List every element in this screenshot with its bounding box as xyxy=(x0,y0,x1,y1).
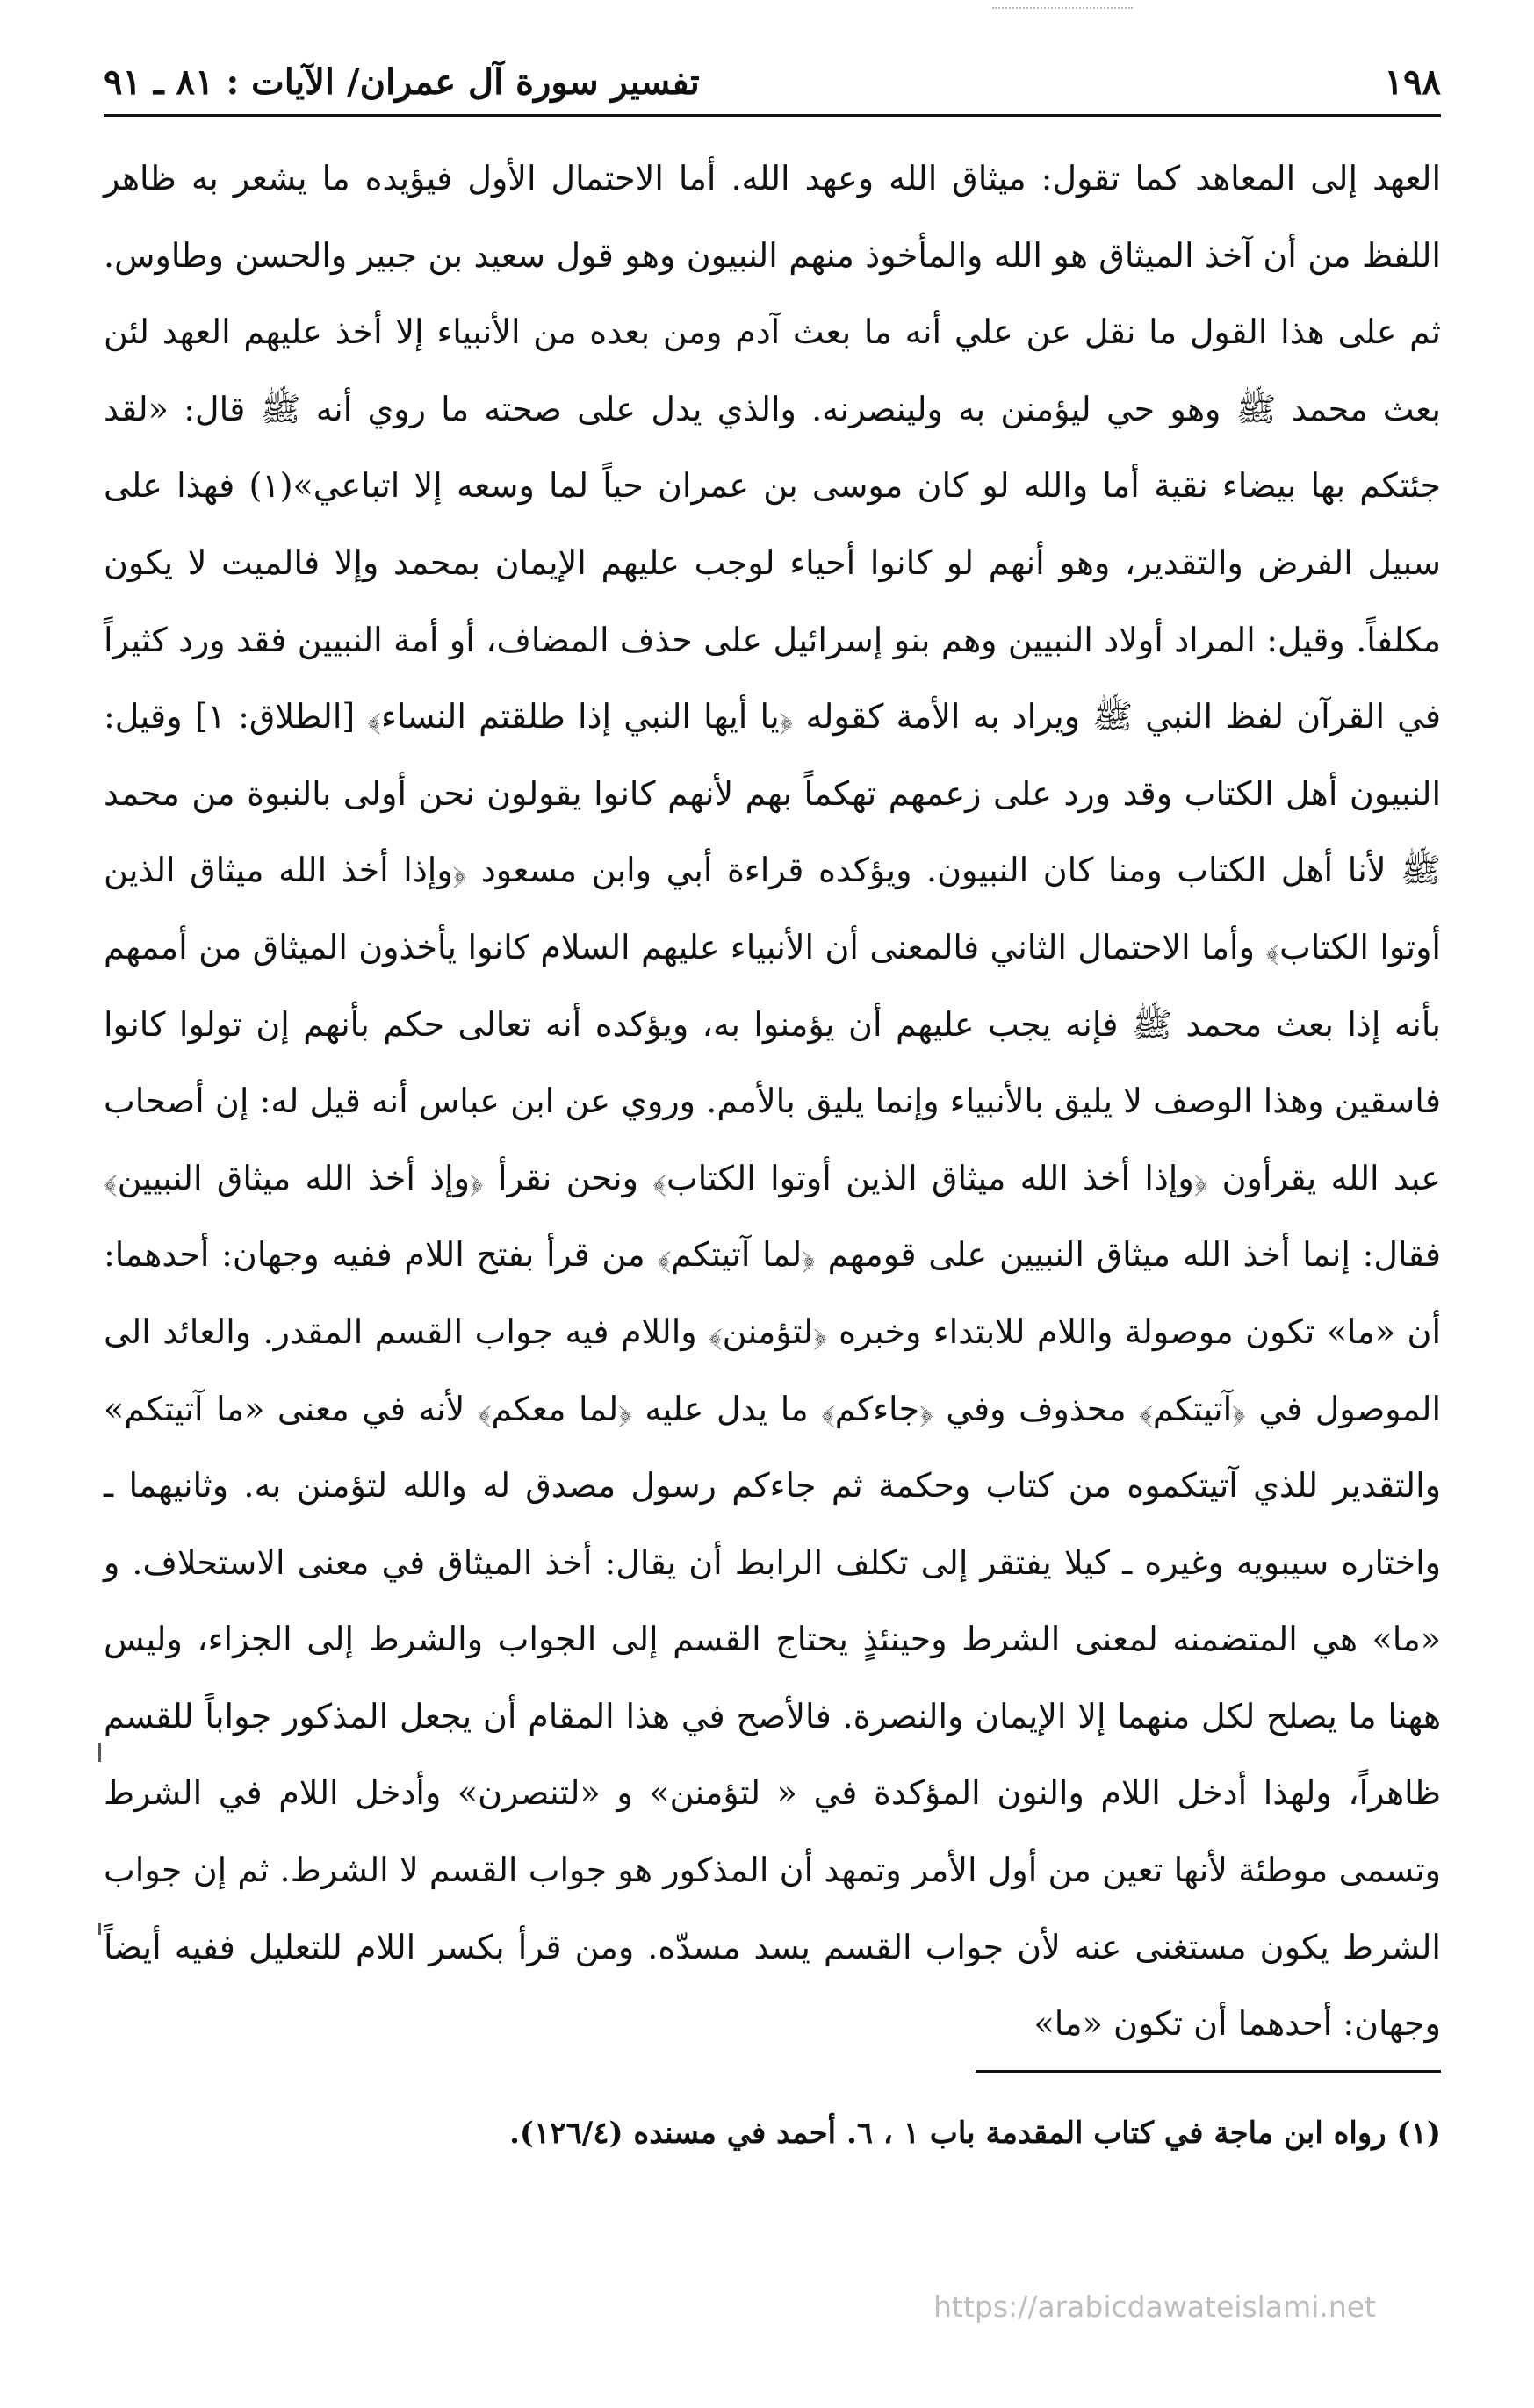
margin-mark xyxy=(98,1743,101,1762)
body-paragraph: العهد إلى المعاهد كما تقول: ميثاق الله وعهد الله. أما الاحتمال الأول فيؤيده ما يشعر به ظاهر اللفظ من أن آخذ الميثاق هو الله والمأخوذ منهم النبيون وهو قول سعيد بن جبير والحسن وطاوس. ثم على هذا القول ما نقل عن علي أنه ما بعث آدم ومن بعده من الأنبياء إلا أخذ عليهم العهد لئن بعث محمد ﷺ وهو حي ليؤمنن به ولينصرنه. والذي يدل على صحته ما روي أنه ﷺ قال: «لقد جئتكم بها بيضاء نقية أما والله لو كان موسى بن عمران حياً لما وسعه إلا اتباعي»(١) فهذا على سبيل الفرض والتقدير، وهو أنهم لو كانوا أحياء لوجب عليهم الإيمان بمحمد وإلا فالميت لا يكون مكلفاً. وقيل: المراد أولاد النبيين وهم بنو إسرائيل على حذف المضاف، أو أمة النبيين فقد ورد كثيراً في القرآن لفظ النبي ﷺ ويراد به الأمة كقوله ﴿يا أيها النبي إذا طلقتم النساء﴾ [الطلاق: ١] وقيل: النبيون أهل الكتاب وقد ورد على زعمهم تهكماً بهم لأنهم كانوا يقولون نحن أولى بالنبوة من محمد ﷺ لأنا أهل الكتاب ومنا كان النبيون. ويؤكده قراءة أبي وابن مسعود ﴿وإذا أخذ الله ميثاق الذين أوتوا الكتاب﴾ وأما الاحتمال الثاني فالمعنى أن الأنبياء عليهم السلام كانوا يأخذون الميثاق من أممهم بأنه إذا بعث محمد ﷺ فإنه يجب عليهم أن يؤمنوا به، ويؤكده أنه تعالى حكم بأنهم إن تولوا كانوا فاسقين وهذا الوصف لا يليق بالأنبياء وإنما يليق بالأمم. وروي عن ابن عباس أنه قيل له: إن أصحاب عبد الله يقرأون ﴿وإذا أخذ الله ميثاق الذين أوتوا الكتاب﴾ ونحن نقرأ ﴿وإذ أخذ الله ميثاق النبيين﴾ فقال: إنما أخذ الله ميثاق النبيين على قومهم ﴿لما آتيتكم﴾ من قرأ بفتح اللام ففيه وجهان: أحدهما: أن «ما» تكون موصولة واللام للابتداء وخبره ﴿لتؤمنن﴾ واللام فيه جواب القسم المقدر. والعائد الى الموصول في ﴿آتيتكم﴾ محذوف وفي ﴿جاءكم﴾ ما يدل عليه ﴿لما معكم﴾ لأنه في معنى «ما آتيتكم» والتقدير للذي آتيتكموه من كتاب وحكمة ثم جاءكم رسول مصدق له والله لتؤمنن به. وثانيهما ـ واختاره سيبويه وغيره ـ كيلا يفتقر إلى تكلف الرابط أن يقال: أخذ الميثاق في معنى الاستحلاف. و «ما» هي المتضمنه لمعنى الشرط وحينئذٍ يحتاج القسم إلى الجواب والشرط إلى الجزاء، وليس ههنا ما يصلح لكل منهما إلا الإيمان والنصرة. فالأصح في هذا المقام أن يجعل المذكور جواباً للقسم ظاهراً، ولهذا أدخل اللام والنون المؤكدة في « لتؤمنن» و «لتنصرن» وأدخل اللام في الشرط وتسمى موطئة لأنها تعين من أول الأمر وتمهد أن المذكور هو جواب القسم لا الشرط. ثم إن جواب الشرط يكون مستغنى عنه لأن جواب القسم يسد مسدّه. ومن قرأ بكسر اللام للتعليل ففيه أيضاً وجهان: أحدهما أن تكون «ما» xyxy=(104,159,1441,2044)
scan-artifact xyxy=(992,7,1133,14)
main-text xyxy=(104,140,1441,2063)
page-number: ١٩٨ xyxy=(1384,61,1441,103)
footnote-divider xyxy=(976,2070,1441,2073)
page-header xyxy=(104,51,1441,112)
watermark-url xyxy=(933,2289,1376,2324)
footnote-text: (١) رواه ابن ماجة في كتاب المقدمة باب ١ ، ٦. أحمد في مسنده (١٢٦/٤). xyxy=(509,2116,1441,2151)
margin-mark xyxy=(98,1923,101,1935)
header-divider xyxy=(104,114,1441,117)
footnote xyxy=(104,2116,1441,2151)
running-title: تفسير سورة آل عمران/ الآيات : ٨١ ـ ٩١ xyxy=(104,61,700,103)
watermark-text: https://arabicdawateislami.net xyxy=(933,2289,1376,2324)
